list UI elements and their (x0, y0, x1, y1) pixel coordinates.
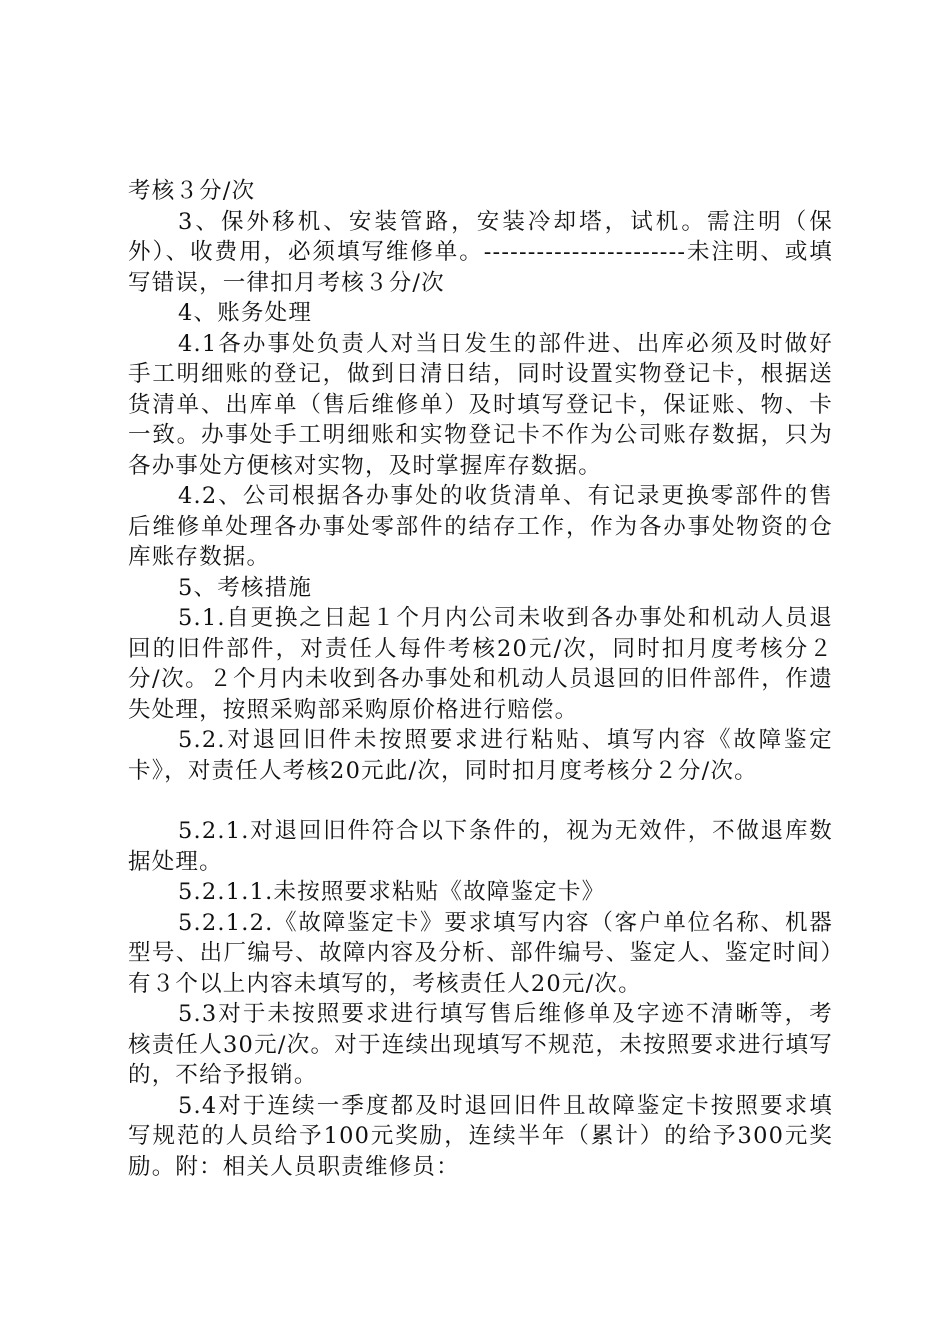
paragraph-item-5-1: 5.1.自更换之日起１个月内公司未收到各办事处和机动人员退回的旧件部件，对责任人每件考核20元/次，同时扣月度考核分２分/次。２个月内未收到各办事处和机动人员退回的旧件部件，作遗失处理，按照采购部采购原价格进行赔偿。 (128, 605, 833, 723)
paragraph-assessment-tail: 考核３分/次 (128, 178, 256, 204)
paragraph-item-4-2: 4.2、公司根据各办事处的收货清单、有记录更换零部件的售后维修单处理各办事处零部件的结存工作，作为各办事处物资的仓库账存数据。 (128, 483, 833, 570)
heading-assessment-measures: 5、考核措施 (178, 574, 313, 601)
paragraph-item-5-2-1: 5.2.1.对退回旧件符合以下条件的，视为无效件，不做退库数据处理。 (128, 818, 833, 875)
paragraph-item-5-3: 5.3对于未按照要求进行填写售后维修单及字迹不清晰等，考核责任人30元/次。对于连续出现填写不规范，未按照要求进行填写的，不给予报销。 (128, 1001, 833, 1088)
paragraph-item-5-2: 5.2.对退回旧件未按照要求进行粘贴、填写内容《故障鉴定卡》，对责任人考核20元此/次，同时扣月度考核分２分/次。 (128, 727, 833, 784)
paragraph-item-5-4: 5.4对于连续一季度都及时退回旧件且故障鉴定卡按照要求填写规范的人员给予100元奖励，连续半年（累计）的给予300元奖励。附：相关人员职责维修员： (128, 1092, 833, 1180)
blank-line (128, 786, 833, 816)
paragraph-item-5-2-1-1: 5.2.1.1.未按照要求粘贴《故障鉴定卡》 (178, 879, 606, 905)
paragraph-item-4-1: 4.1各办事处负责人对当日发生的部件进、出库必须及时做好手工明细账的登记，做到日清日结，同时设置实物登记卡，根据送货清单、出库单（售后维修单）及时填写登记卡，保证账、物、卡一致。办事处手工明细账和实物登记卡不作为公司账存数据，只为各办事处方便核对实物，及时掌握库存数据。 (128, 330, 833, 479)
paragraph-item-3: 3、保外移机、安装管路，安装冷却塔，试机。需注明（保外）、收费用，必须填写维修单。-----------------------未注明、或填写错误，一律扣月考核３分/次 (128, 208, 833, 296)
document-body (128, 176, 833, 1182)
heading-accounting: 4、账务处理 (178, 300, 313, 326)
paragraph-item-5-2-1-2: 5.2.1.2.《故障鉴定卡》要求填写内容（客户单位名称、机器型号、出厂编号、故障内容及分析、部件编号、鉴定人、鉴定时间）有３个以上内容未填写的，考核责任人20元/次。 (128, 909, 833, 997)
